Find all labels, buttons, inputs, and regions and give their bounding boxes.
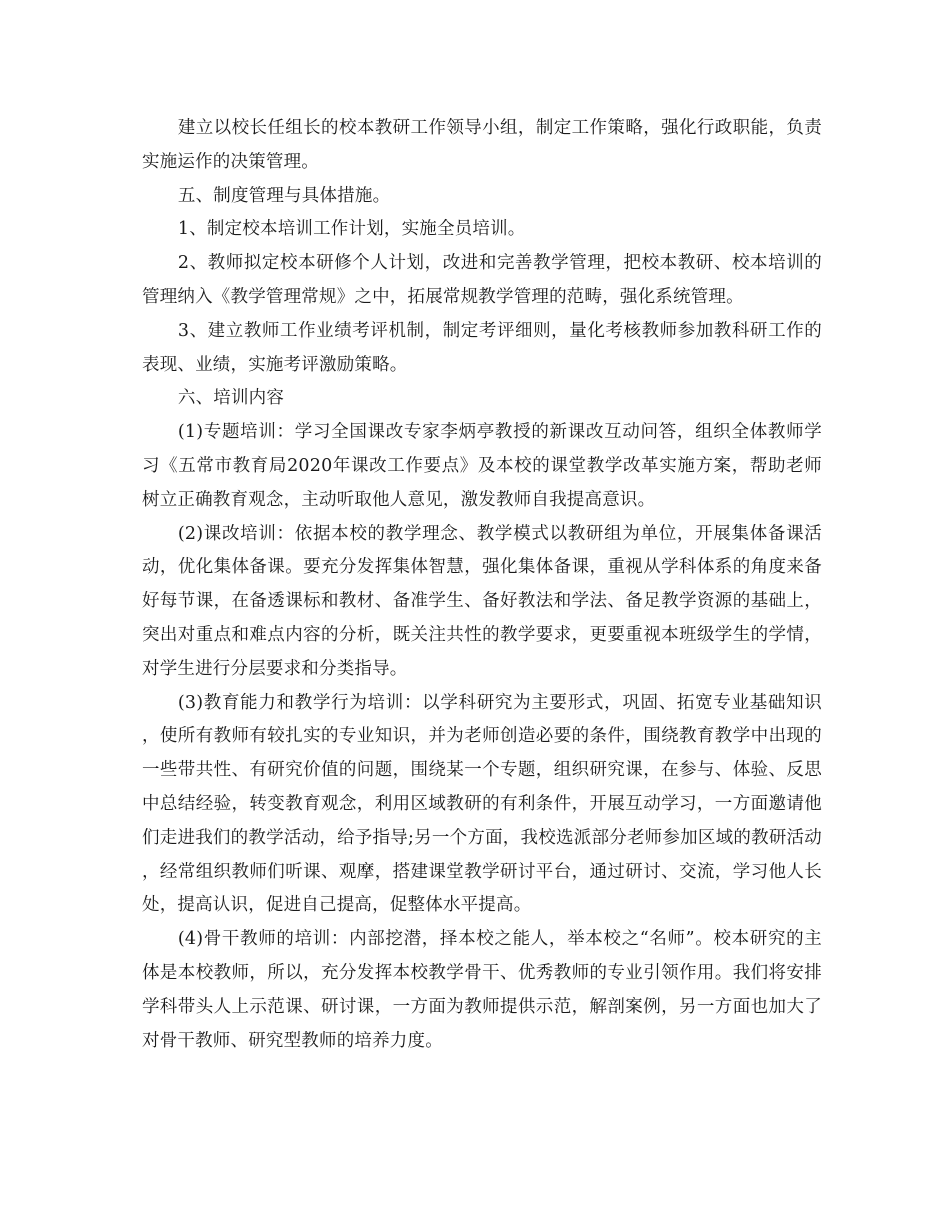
paragraph-curriculum-reform-training: (2)课改培训：依据本校的教学理念、教学模式以教研组为单位，开展集体备课活动，优化集体备课。要充分发挥集体智慧，强化集体备课，重视从学科体系的角度来备好每节课，在备透课标和教材、备准学生、备好教法和学法、备足教学资源的基础上，突出对重点和难点内容的分析，既关注共性的教学要求，更要重视本班级学生的学情，对学生进行分层要求和分类指导。 [142,523,822,679]
section-heading-system-management: 五、制度管理与具体措施。 [177,185,391,206]
section-heading-training-content: 六、培训内容 [177,388,285,409]
paragraph-item-3: 3、建立教师工作业绩考评机制，制定考评细则，量化考核教师参加教科研工作的表现、业绩，实施考评激励策略。 [142,320,822,375]
paragraph-key-teacher-training: (4)骨干教师的培训：内部挖潜，择本校之能人，举本校之“名师”。校本研究的主体是本校教师，所以，充分发挥本校教学骨干、优秀教师的专业引领作用。我们将安排学科带头人上示范课、研讨课，一方面为教师提供示范，解剖案例，另一方面也加大了对骨干教师、研究型教师的培养力度。 [142,929,822,1051]
paragraph-item-1: 1、制定校本培训工作计划，实施全员培训。 [177,219,526,240]
document-body [142,112,822,1058]
paragraph-teaching-ability-training: (3)教育能力和教学行为培训：以学科研究为主要形式，巩固、拓宽专业基础知识，使所有教师有较扎实的专业知识，并为老师创造必要的条件，围绕教育教学中出现的一些带共性、有研究价值的问题，围绕某一个专题，组织研究课，在参与、体验、反思中总结经验，转变教育观念，利用区域教研的有利条件，开展互动学习，一方面邀请他们走进我们的教学活动，给予指导;另一个方面，我校选派部分老师参加区域的教研活动，经常组织教师们听课、观摩，搭建课堂教学研讨平台，通过研讨、交流，学习他人长处，提高认识，促进自己提高，促整体水平提高。 [142,692,822,916]
paragraph-leadership-group: 建立以校长任组长的校本教研工作领导小组，制定工作策略，强化行政职能，负责实施运作的决策管理。 [142,118,822,172]
paragraph-topic-training: (1)专题培训：学习全国课改专家李炳亭教授的新课改互动问答，组织全体教师学习《五常市教育局2020年课改工作要点》及本校的课堂教学改革实施方案，帮助老师树立正确教育观念，主动听取他人意见，激发教师自我提高意识。 [142,422,822,510]
paragraph-item-2: 2、教师拟定校本研修个人计划，改进和完善教学管理，把校本教研、校本培训的管理纳入《教学管理常规》之中，拓展常规教学管理的范畴，强化系统管理。 [142,253,822,307]
